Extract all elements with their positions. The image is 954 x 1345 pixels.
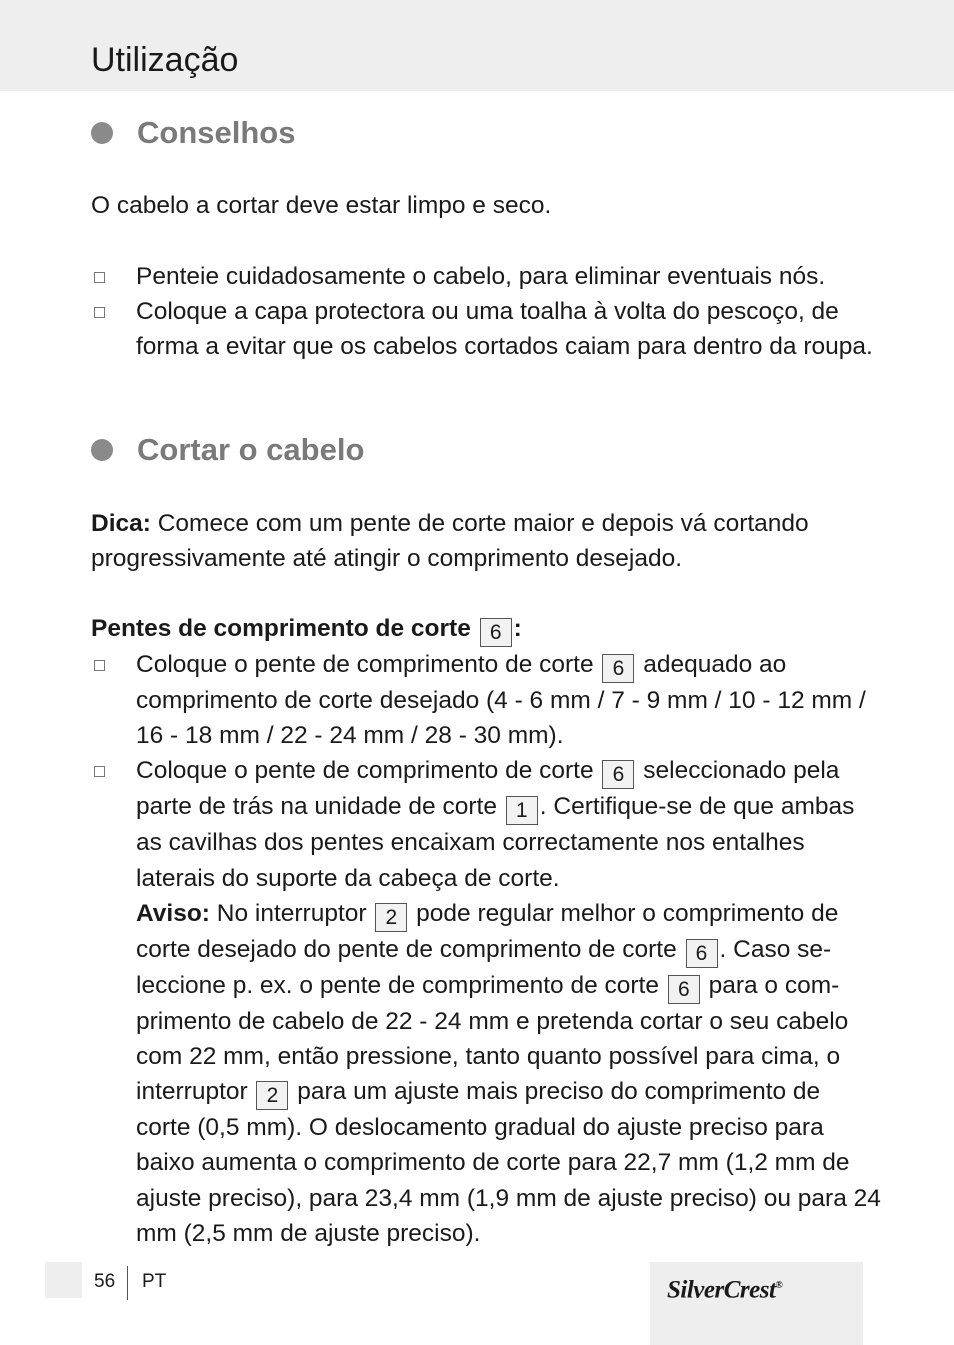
tip-label: Dica: bbox=[91, 510, 151, 537]
section-heading-cortar bbox=[91, 430, 364, 470]
intro-text: O cabelo a cortar deve estar limpo e seco. bbox=[91, 192, 552, 219]
text-run: para o comprimento de cabelo de 22 - 24 mm e pretenda cortar o seu cabelo com 22 mm, então pressione, tanto quanto possível para cima, o interruptor bbox=[136, 971, 849, 1106]
tips-list bbox=[91, 259, 881, 365]
section-heading-label: Conselhos bbox=[137, 115, 296, 150]
ref-number: 6 bbox=[602, 760, 634, 789]
footer-divider bbox=[127, 1266, 128, 1300]
combs-heading bbox=[91, 611, 871, 647]
combs-list bbox=[91, 647, 881, 1251]
warning-label: Aviso: bbox=[136, 899, 210, 927]
text-run: pode regular melhor o comprimento de corte desejado do pente de comprimento de corte bbox=[136, 899, 839, 963]
ref-number: 6 bbox=[602, 654, 634, 683]
footer-tab bbox=[45, 1262, 82, 1298]
text-run: Coloque o pente de comprimento de corte bbox=[136, 651, 601, 678]
ref-number: 6 bbox=[686, 939, 718, 968]
tip-text: Comece com um pente de corte maior e depois vá cortando progressivamente até atingir o comprimento desejado. bbox=[91, 510, 809, 573]
language-code: PT bbox=[142, 1271, 167, 1292]
text-run: . Certifique-se de que ambas as cavilhas dos pentes encaixam correctamente nos entalhes laterais do suporte da cabeça de corte. bbox=[136, 793, 855, 892]
page-number: 56 bbox=[94, 1271, 116, 1292]
list-item bbox=[91, 294, 881, 364]
checkbox-bullet-icon bbox=[94, 766, 105, 777]
checkbox-bullet-icon bbox=[94, 660, 105, 671]
text-run: para um ajuste mais preciso do comprimento de corte (0,5 mm). O deslocamento gradual do ajuste preciso para baixo aumenta o comprimento de corte para 22,7 mm (1,2 mm de ajuste preciso), para 23,4 mm (1,9 mm de ajuste preciso) ou para 24 mm (2,5 mm de ajuste preciso). bbox=[136, 1078, 881, 1247]
tip-paragraph bbox=[91, 506, 851, 576]
bullet-dot-icon bbox=[91, 439, 113, 461]
ref-number: 6 bbox=[480, 618, 512, 647]
page-title: Utilização bbox=[91, 41, 239, 79]
section-heading-label: Cortar o cabelo bbox=[137, 432, 365, 467]
brand-logo bbox=[667, 1271, 782, 1305]
checkbox-bullet-icon bbox=[94, 307, 105, 318]
combs-heading-colon: : bbox=[513, 615, 522, 642]
list-item bbox=[91, 647, 881, 753]
ref-number: 2 bbox=[256, 1081, 288, 1110]
list-item-text: Coloque a capa protectora ou uma toalha à volta do pescoço, de forma a evitar que os cabelos cortados caiam para dentro da roupa. bbox=[136, 298, 873, 361]
list-item bbox=[91, 753, 881, 1251]
combs-heading-label: Pentes de comprimento de corte bbox=[91, 615, 471, 642]
bullet-dot-icon bbox=[91, 122, 113, 144]
section-heading-conselhos bbox=[91, 113, 295, 153]
registered-mark: ® bbox=[775, 1280, 783, 1291]
text-run: adequado ao comprimento de corte desejado (4 - 6 mm / 7 - 9 mm / 10 - 12 mm / 16 - 18 mm / 22 - 24 mm / 28 - 30 mm). bbox=[136, 651, 866, 750]
text-run: . Caso seleccione p. ex. o pente de comprimento de corte bbox=[136, 935, 832, 999]
text-run: seleccionado pela parte de trás na unidade de corte bbox=[136, 757, 840, 821]
ref-number: 2 bbox=[375, 903, 407, 932]
list-item-text: Penteie cuidadosamente o cabelo, para eliminar eventuais nós. bbox=[136, 263, 826, 290]
ref-number: 1 bbox=[506, 796, 538, 825]
brand-name: SilverCrest bbox=[667, 1276, 776, 1304]
text-run: No interruptor bbox=[209, 899, 374, 927]
list-item bbox=[91, 259, 881, 294]
checkbox-bullet-icon bbox=[94, 272, 105, 283]
text-run: Coloque o pente de comprimento de corte bbox=[136, 757, 601, 785]
ref-number: 6 bbox=[668, 975, 700, 1004]
